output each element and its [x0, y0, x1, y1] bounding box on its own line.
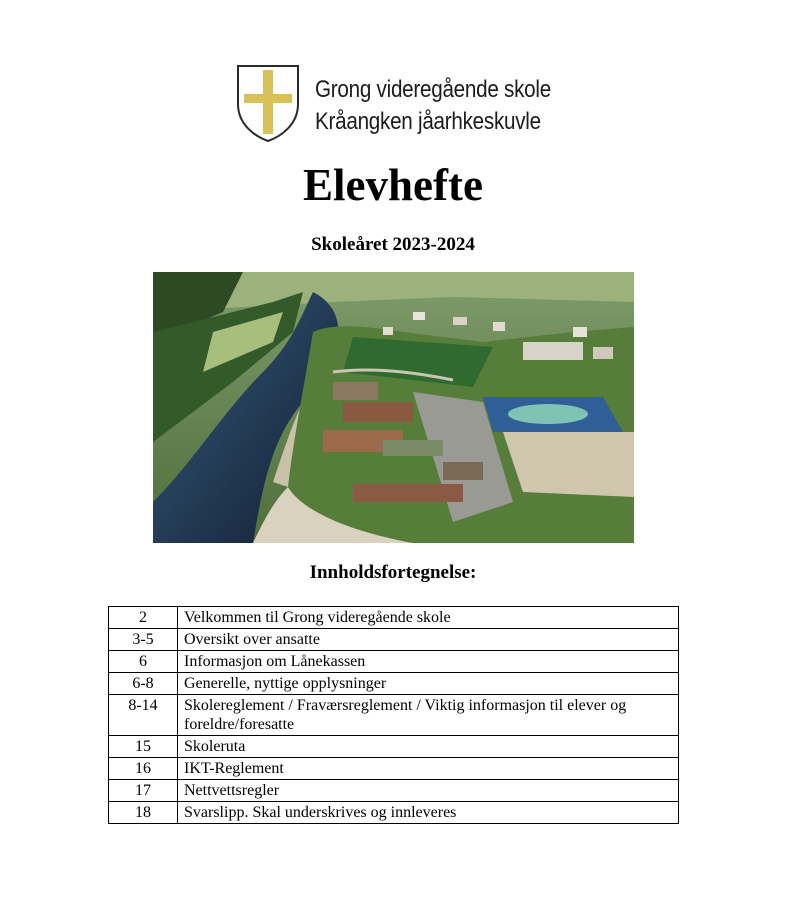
toc-entry: Oversikt over ansatte — [178, 629, 679, 651]
school-logo — [236, 64, 566, 144]
table-row — [109, 607, 679, 629]
school-aerial-photo — [153, 272, 634, 543]
toc-entry: Velkommen til Grong videregående skole — [178, 607, 679, 629]
table-row — [109, 780, 679, 802]
table-row — [109, 758, 679, 780]
toc-page: 6-8 — [109, 673, 178, 695]
toc-entry: Skoleruta — [178, 736, 679, 758]
document-title: Elevhefte — [303, 160, 483, 210]
toc-page: 17 — [109, 780, 178, 802]
table-row — [109, 802, 679, 824]
toc-entry: Nettvettsregler — [178, 780, 679, 802]
table-row — [109, 736, 679, 758]
document-subtitle: Skoleåret 2023-2024 — [311, 234, 475, 255]
toc-page: 6 — [109, 651, 178, 673]
toc-entry: Generelle, nyttige opplysninger — [178, 673, 679, 695]
table-row — [109, 695, 679, 736]
toc-heading: Innholdsfortegnelse: — [309, 562, 477, 583]
toc-page: 8-14 — [109, 695, 178, 736]
table-row — [109, 629, 679, 651]
toc-page: 16 — [109, 758, 178, 780]
school-name-sami: Kråangken jåarhkeskuvle — [315, 108, 541, 135]
toc-page: 2 — [109, 607, 178, 629]
school-name: Grong videregående skole — [315, 76, 551, 103]
toc-entry: Skolereglement / Fraværsreglement / Viktig informasjon til elever og foreldre/foresatte — [178, 695, 679, 736]
crest-icon — [236, 64, 300, 142]
toc-table — [108, 606, 679, 824]
table-row — [109, 673, 679, 695]
table-row — [109, 651, 679, 673]
toc-page: 18 — [109, 802, 178, 824]
toc-page: 3-5 — [109, 629, 178, 651]
toc-entry: IKT-Reglement — [178, 758, 679, 780]
toc-entry: Svarslipp. Skal underskrives og innleveres — [178, 802, 679, 824]
toc-page: 15 — [109, 736, 178, 758]
toc-entry: Informasjon om Lånekassen — [178, 651, 679, 673]
